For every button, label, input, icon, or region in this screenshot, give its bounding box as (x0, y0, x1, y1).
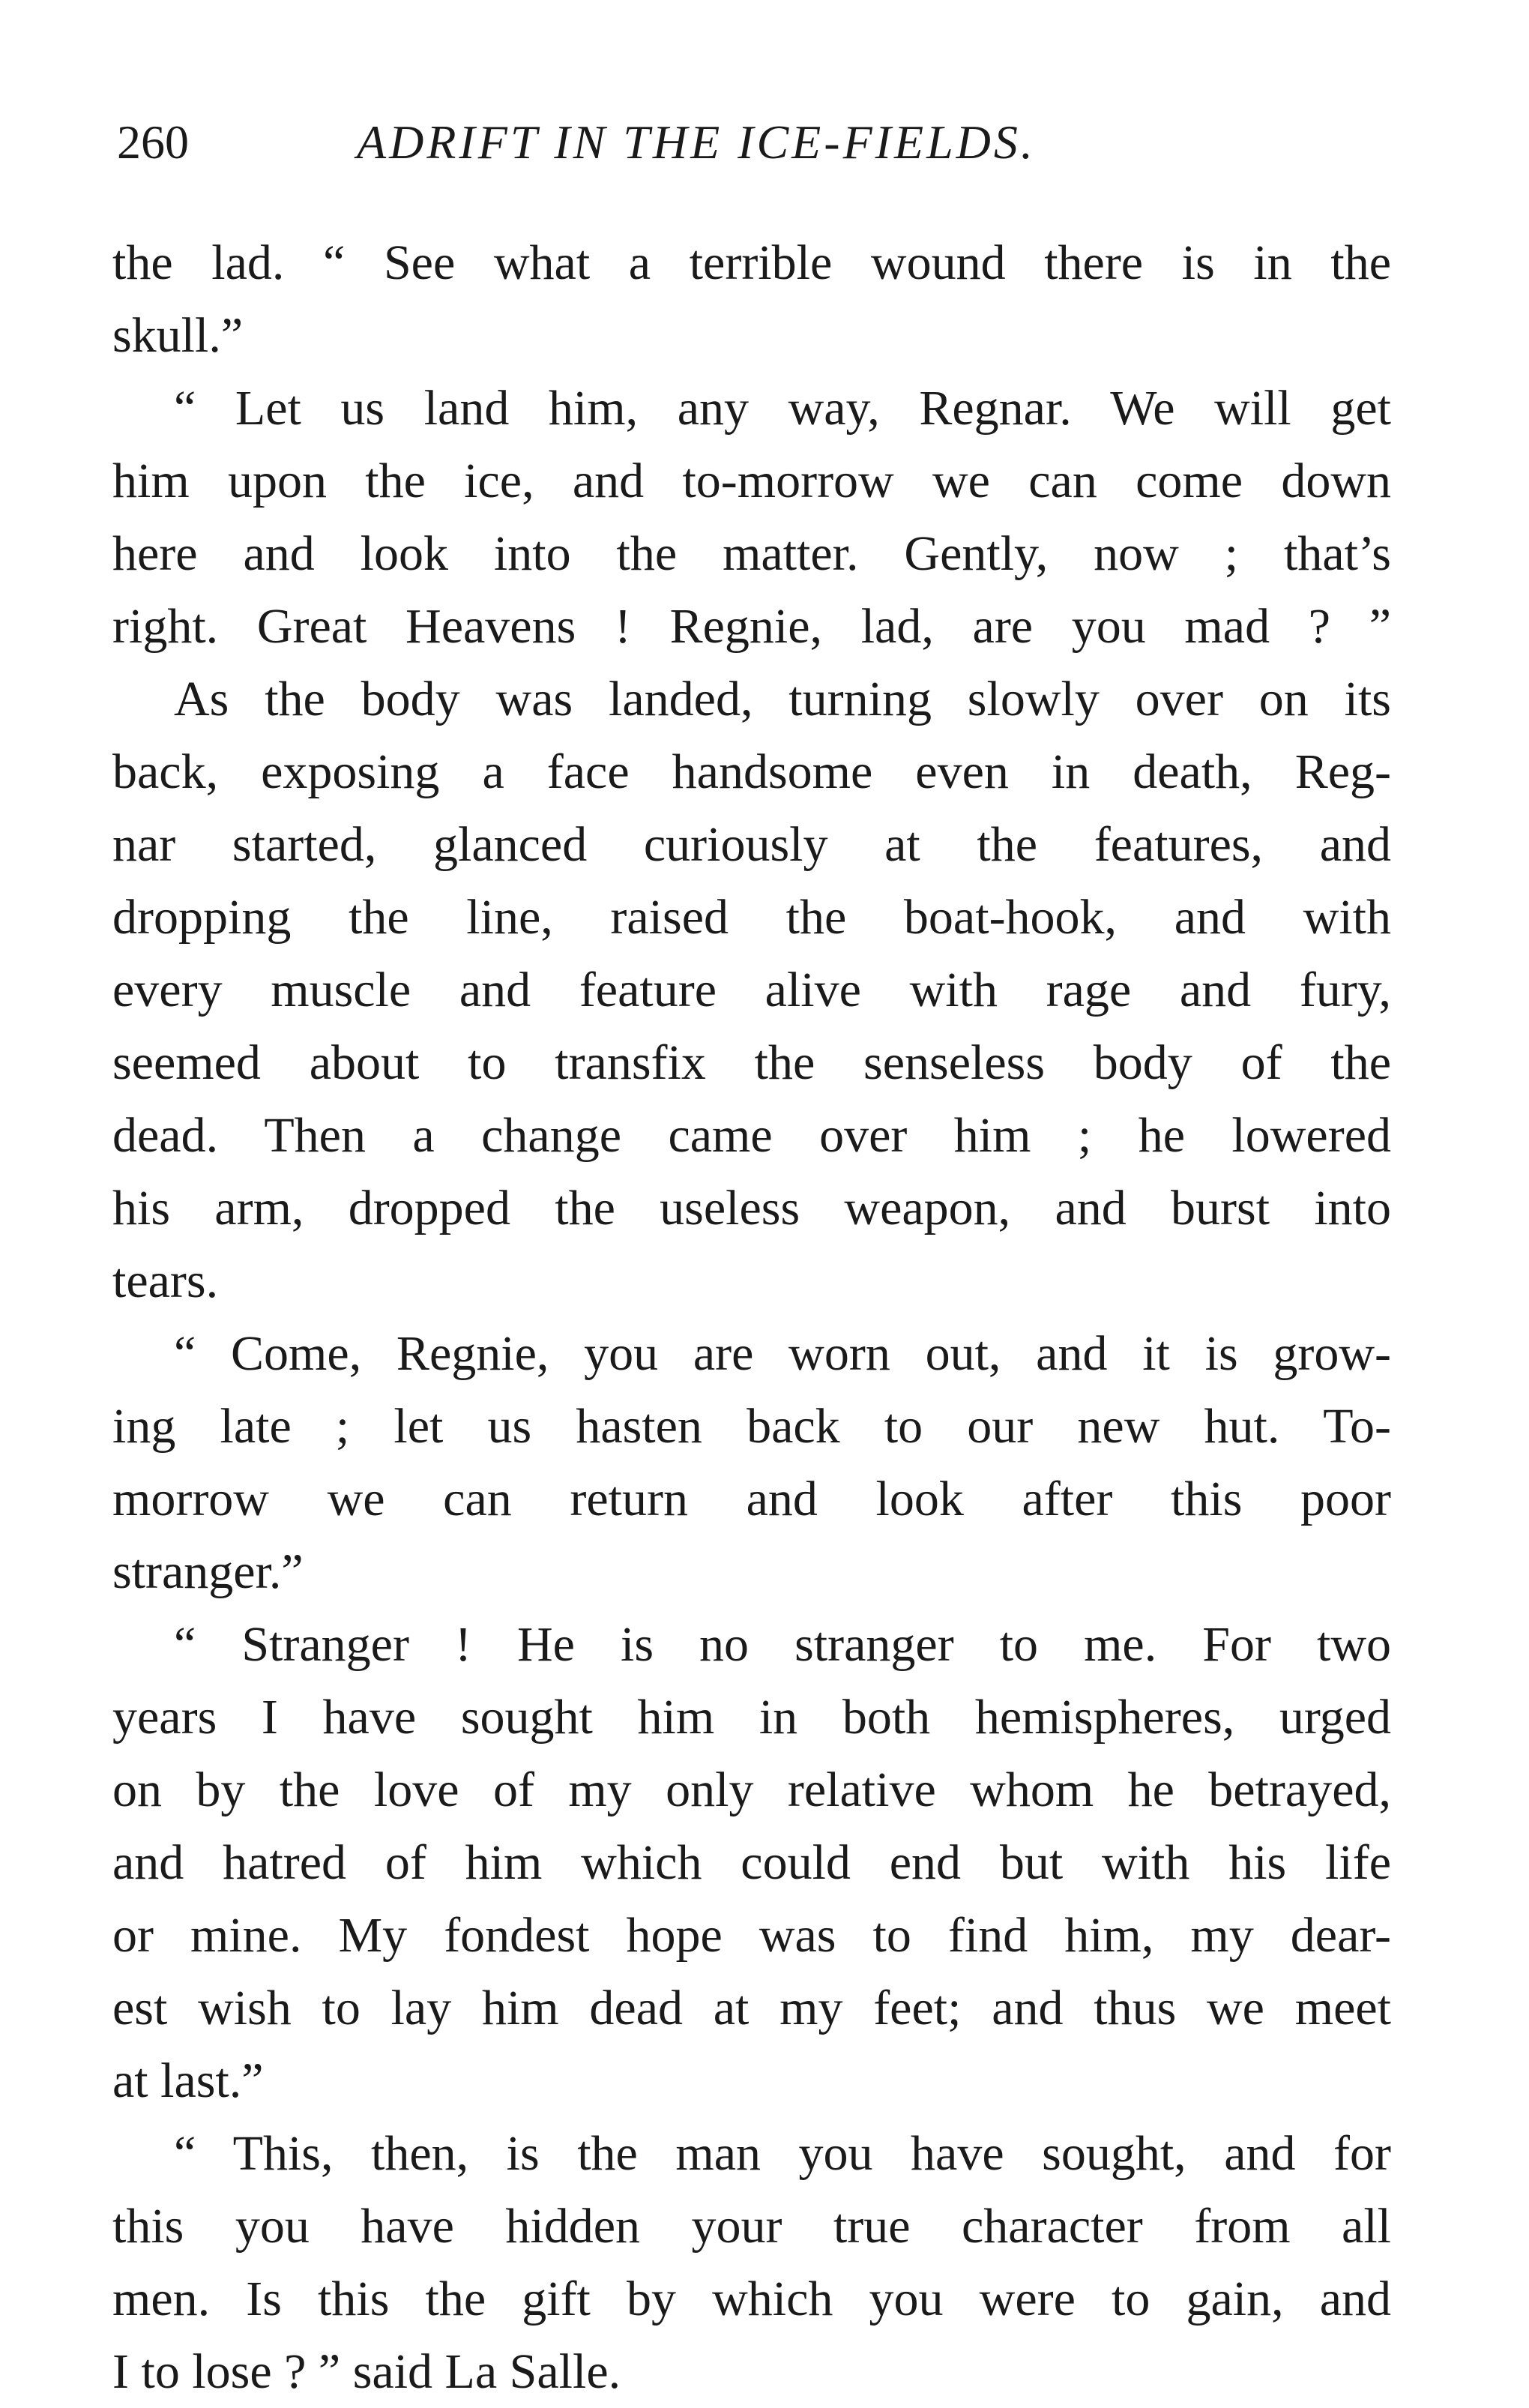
text-line: on by the love of my only relative whom he betrayed, (112, 1763, 1391, 1817)
text-line: right. Great Heavens ! Regnie, lad, are you mad ? ” (112, 599, 1391, 654)
text-line: dead. Then a change came over him ; he lowered (112, 1108, 1391, 1163)
running-title: ADRIFT IN THE ICE-FIELDS. (357, 115, 1036, 169)
page-header (117, 112, 1391, 172)
text-line: years I have sought him in both hemispheres, urged (112, 1690, 1391, 1745)
page-number: 260 (117, 115, 189, 169)
text-line: stranger.” (112, 1544, 304, 1599)
text-line: tears. (112, 1253, 219, 1308)
text-line: his arm, dropped the useless weapon, and burst into (112, 1181, 1391, 1235)
text-line: him upon the ice, and to-morrow we can come down (112, 454, 1391, 508)
text-line: ing late ; let us hasten back to our new hut. To- (112, 1399, 1391, 1454)
text-line: at last.” (112, 2053, 264, 2108)
text-line: or mine. My fondest hope was to find him, my dear- (112, 1908, 1391, 1963)
text-line: morrow we can return and look after this poor (112, 1472, 1391, 1526)
text-line: every muscle and feature alive with rage and fury, (112, 963, 1391, 1017)
text-line: “ This, then, is the man you have sought, and for (174, 2126, 1391, 2181)
text-line: I to lose ? ” said La Salle. (112, 2344, 621, 2399)
text-line: skull.” (112, 308, 244, 363)
text-line: back, exposing a face handsome even in death, Reg- (112, 744, 1391, 799)
text-line: “ Let us land him, any way, Regnar. We will get (174, 381, 1391, 436)
text-line: this you have hidden your true character from all (112, 2199, 1391, 2254)
text-line: “ Come, Regnie, you are worn out, and it is grow- (174, 1326, 1391, 1381)
text-line: and hatred of him which could end but with his life (112, 1835, 1391, 1890)
text-line: men. Is this the gift by which you were to gain, and (112, 2272, 1391, 2326)
text-line: the lad. “ See what a terrible wound there is in the (112, 235, 1391, 290)
text-line: nar started, glanced curiously at the features, and (112, 817, 1391, 872)
text-line: “ Stranger ! He is no stranger to me. For two (174, 1617, 1391, 1672)
body-text (112, 226, 1391, 2408)
text-line: here and look into the matter. Gently, now ; that’s (112, 526, 1391, 581)
text-line: dropping the line, raised the boat-hook, and with (112, 890, 1391, 945)
text-line: As the body was landed, turning slowly over on its (174, 672, 1391, 726)
text-line: seemed about to transfix the senseless body of the (112, 1035, 1391, 1090)
text-line: est wish to lay him dead at my feet; and thus we meet (112, 1981, 1391, 2035)
